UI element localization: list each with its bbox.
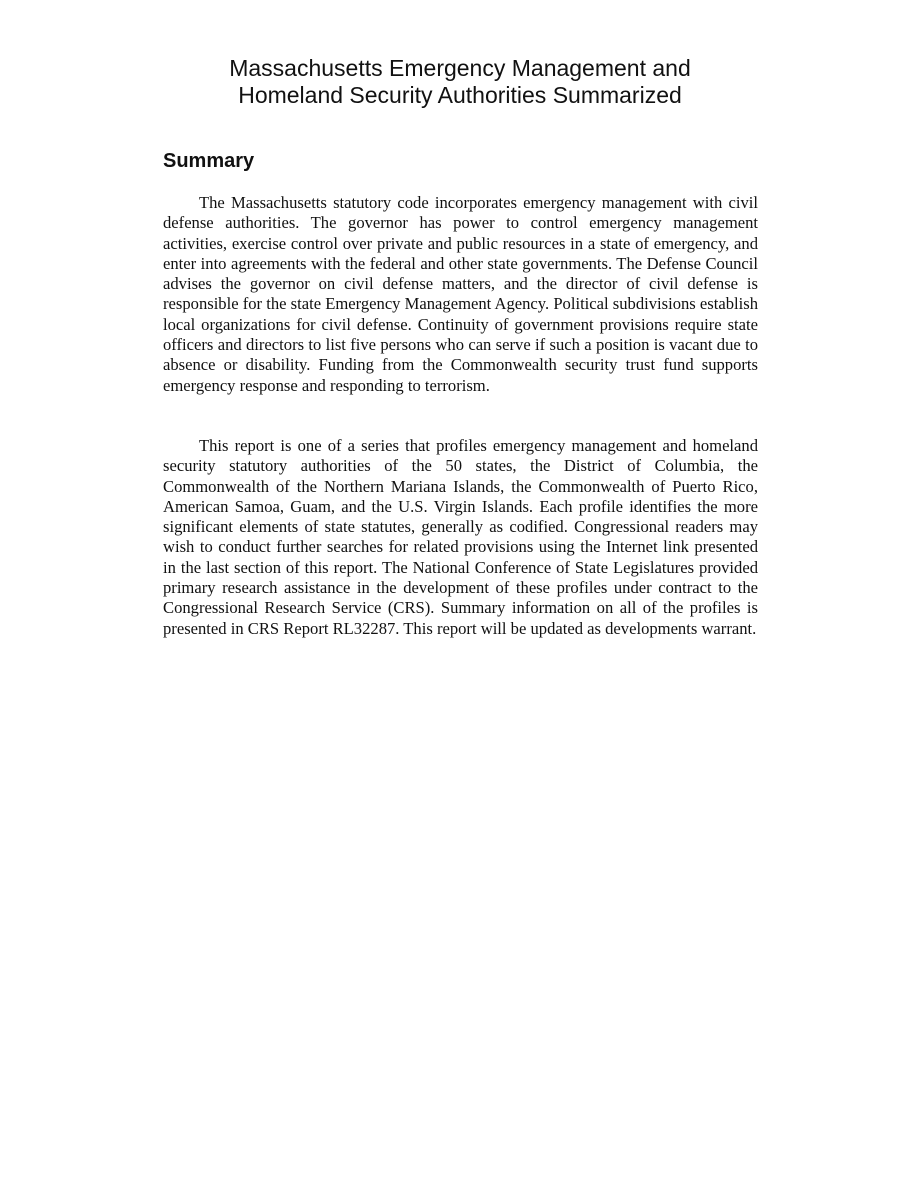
summary-paragraph-2: This report is one of a series that profiles emergency management and homeland security statutory authorities of the 50 states, the District of Columbia, the Commonwealth of the Northern Mariana Islands, the Commonwealth of Puerto Rico, American Samoa, Guam, and the U.S. Virgin Islands. Each profile identifies the more significant elements of state statutes, generally as codified. Congressional readers may wish to conduct further searches for related provisions using the Internet link presented in the last section of this report. The National Conference of State Legislatures provided primary research assistance in the development of these profiles under contract to the Congressional Research Service (CRS). Summary information on all of the profiles is presented in CRS Report RL32287. This report will be updated as developments warrant.: [163, 436, 758, 638]
title-line-2: Homeland Security Authorities Summarized: [238, 82, 682, 108]
summary-paragraph-1: The Massachusetts statutory code incorporates emergency management with civil defense authorities. The governor has power to control emergency management activities, exercise control over private and public resources in a state of emergency, and enter into agreements with the federal and other state governments. The Defense Council advises the governor on civil defense matters, and the director of civil defense is responsible for the state Emergency Management Agency. Political subdivisions establish local organizations for civil defense. Continuity of government provisions require state officers and directors to list five persons who can serve if such a position is vacant due to absence or disability. Funding from the Commonwealth security trust fund supports emergency response and responding to terrorism.: [163, 193, 758, 395]
title-line-1: Massachusetts Emergency Management and: [229, 55, 691, 81]
section-heading: Summary: [163, 150, 255, 172]
document-title: [160, 55, 760, 109]
